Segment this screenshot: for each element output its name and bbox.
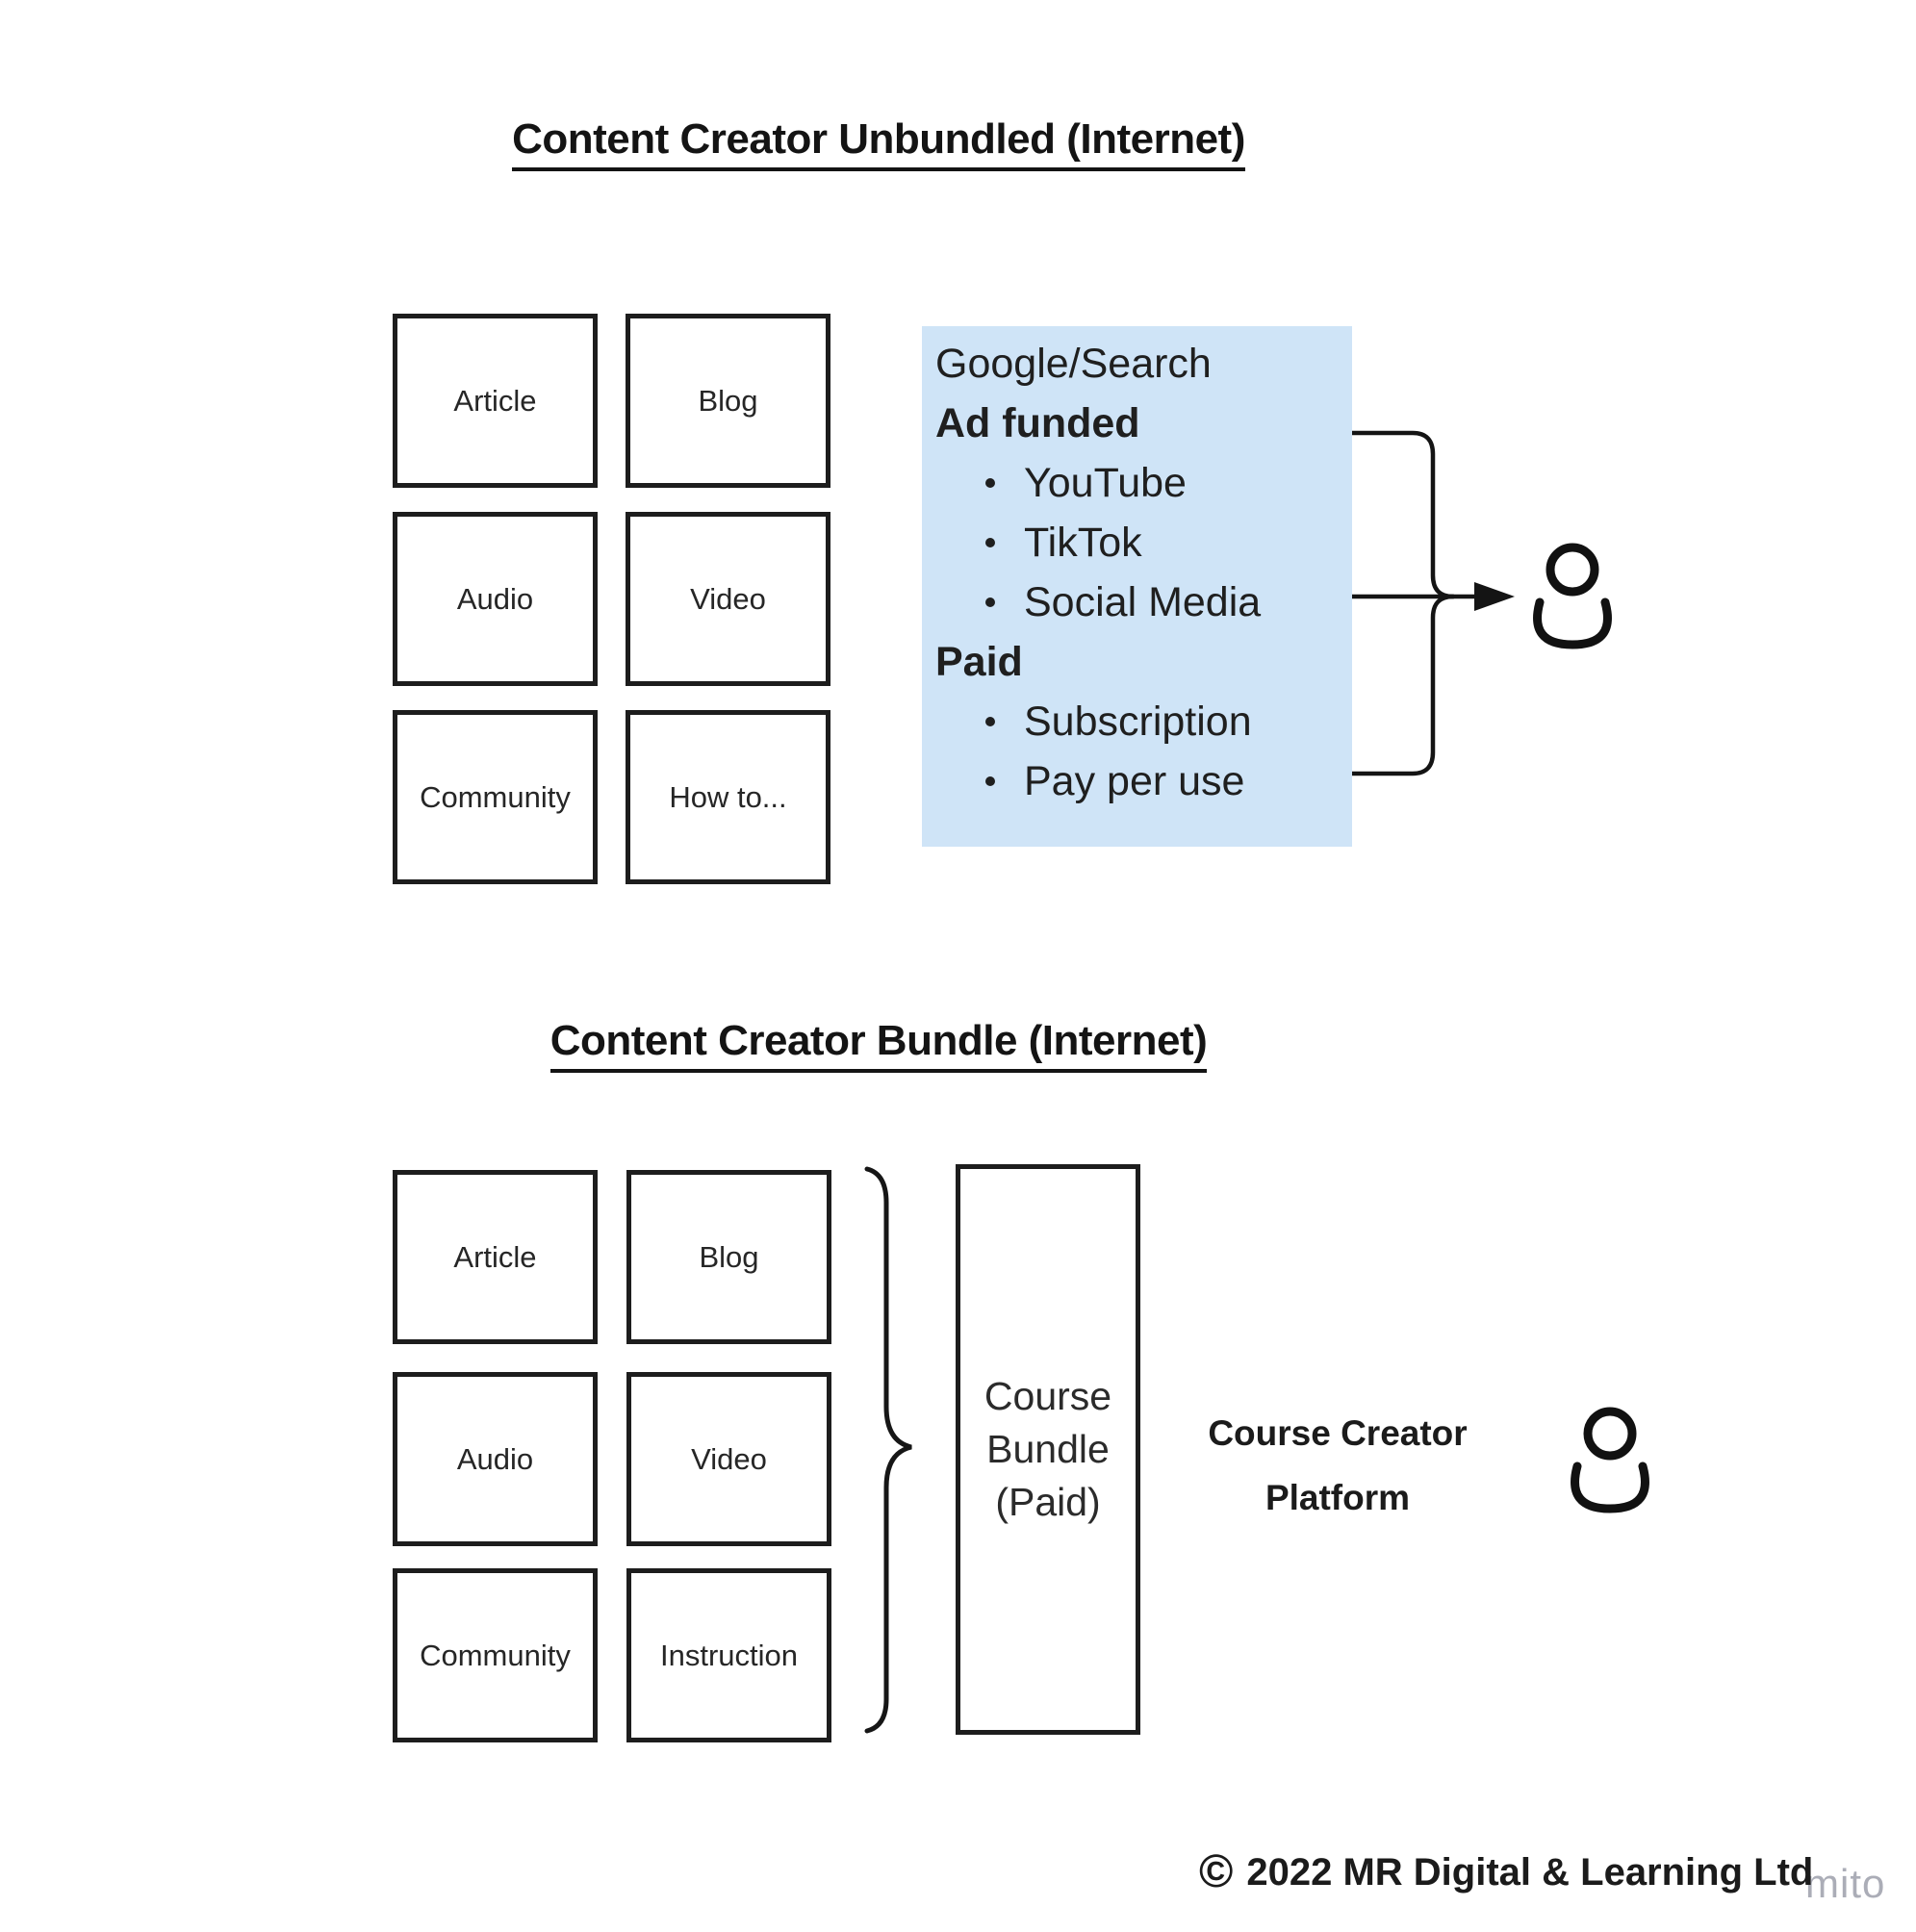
section-title-bundle-text: Content Creator Bundle (Internet) [550,1017,1208,1073]
content-box-label: Instruction [659,1638,798,1672]
channel-item-social-media [935,572,1352,632]
channel-item-tiktok [935,513,1352,572]
copyright-text: 2022 MR Digital & Learning Ltd [1246,1850,1814,1894]
bullet-icon [985,776,995,786]
section-title-unbundled [393,115,1365,164]
content-box-article [393,314,598,488]
arrowhead-icon [1474,582,1515,611]
channel-item-label: TikTok [1024,520,1142,566]
section-title-bundle [393,1017,1365,1065]
channel-group-paid: Paid [935,639,1023,685]
channel-group-ad-funded: Ad funded [935,400,1140,446]
content-box-label: Blog [699,1239,759,1274]
content-box-label: Blog [698,383,758,418]
content-box-label: Video [690,581,766,616]
channel-item-youtube [935,453,1352,513]
bullet-icon [985,717,995,726]
content-box-label: Article [453,383,537,418]
content-box-howto [626,710,830,884]
content-box-label: Video [691,1441,767,1476]
bullet-icon [985,597,995,607]
copyright-line [1199,1846,1814,1897]
content-box-blog [626,314,830,488]
content-box-audio [393,1372,598,1546]
unbundled-connector [1349,433,1476,774]
course-bundle-line: Bundle [986,1427,1110,1471]
curly-brace [867,1169,911,1731]
channel-item-label: YouTube [1024,460,1187,506]
copyright-icon: © [1199,1846,1234,1897]
platform-label-line: Platform [1265,1478,1411,1517]
bullet-icon [985,538,995,547]
content-box-instruction [626,1568,831,1742]
channel-item-label: Social Media [1024,579,1262,625]
course-creator-platform-label [1160,1401,1516,1530]
content-box-community [393,1568,598,1742]
channel-header: Google/Search [935,341,1212,387]
person-icon [1575,1411,1646,1509]
course-bundle-line: (Paid) [995,1480,1101,1524]
content-box-label: Audio [456,581,534,616]
section-title-unbundled-text: Content Creator Unbundled (Internet) [512,115,1245,171]
content-box-community [393,710,598,884]
course-bundle-line: Course [984,1374,1112,1418]
platform-label-line: Course Creator [1208,1413,1468,1453]
channel-item-pay-per-use [935,751,1352,811]
content-box-video [626,512,830,686]
course-bundle-box [956,1164,1140,1735]
content-box-label: How to... [669,779,787,814]
content-box-label: Audio [456,1441,534,1476]
person-icon [1538,547,1608,645]
content-box-label: Article [453,1239,537,1274]
content-box-blog [626,1170,831,1344]
watermark-text: mito [1805,1861,1886,1906]
channels-panel [922,326,1352,847]
content-box-label: Community [420,779,571,814]
content-box-video [626,1372,831,1546]
bullet-icon [985,478,995,488]
channel-item-label: Subscription [1024,699,1252,745]
channel-item-subscription [935,692,1352,751]
content-box-audio [393,512,598,686]
channel-item-label: Pay per use [1024,758,1245,804]
content-box-article [393,1170,598,1344]
content-box-label: Community [420,1638,571,1672]
